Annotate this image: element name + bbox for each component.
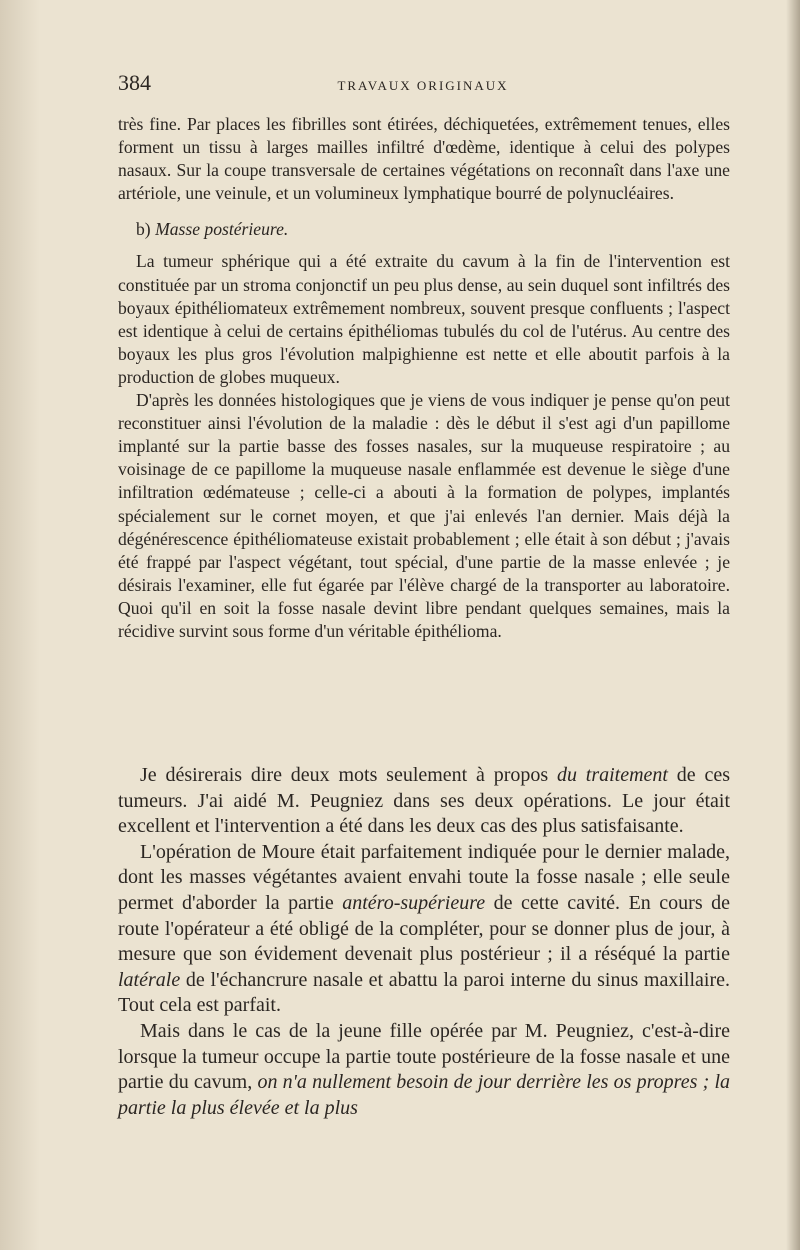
running-head: TRAVAUX ORIGINAUX bbox=[337, 78, 509, 93]
paragraph-posterior-mass: La tumeur sphérique qui a été extraite du cavum à la fin de l'intervention est constituée par un stroma conjonctif un peu plus dense, au sein duquel sont infiltrés des boyaux épithéliomateux extrêmement nombreux, souvent presque confluents ; l'aspect est identique à celui de certains épithéliomas tubulés du col de l'utérus. Au centre des boyaux les plus gros l'évolution malpighienne est nette et elle aboutit parfois à la production de globes muqueux. bbox=[118, 251, 730, 387]
text-run: L'opération de Moure était parfaitement indiquée pour le dernier malade, dont les masses végétantes avaient envahi toute la fosse nasale ; elle seule permet d'aborder la partie bbox=[118, 840, 730, 914]
text-run: de cette cavité. En cours de route l'opérateur a été obligé de la compléter, pour se donner plus de jour, à mesure que son évidement devenait plus postérieur ; il a réséqué la partie bbox=[118, 891, 731, 966]
page-header bbox=[118, 70, 728, 100]
paragraph-moure-operation bbox=[118, 840, 730, 1019]
text-run: de l'échancrure nasale et abattu la paroi interne du sinus maxillaire. Tout cela est parfait. bbox=[118, 968, 730, 1017]
paragraph-peugniez-case bbox=[118, 1019, 730, 1121]
page-number: 384 bbox=[118, 70, 151, 95]
paragraph-treatment-intro bbox=[118, 763, 730, 840]
paragraph-evolution: D'après les données histologiques que je viens de vous indiquer je pense qu'on peut reconstituer ainsi l'évolution de la maladie : dès le début il s'est agi d'un papillome implanté sur la partie basse des fosses nasales, sur la muqueuse respiratoire ; au voisinage de ce papillome la muqueuse nasale enflammée est devenue le siège d'une infiltration œdémateuse ; celle-ci a abouti à la formation de polypes, implantés spécialement sur le cornet moyen, et que j'ai enlevés l'an dernier. Mais déjà la dégénérescence épithéliomateuse existait probablement ; elle était à son début ; j'avais été frappé par l'aspect végétant, tout spécial, d'une partie de la masse enlevée ; je désirais l'examiner, elle fut égarée par l'élève chargé de la transporter au laboratoire. Quoi qu'il en soit la fosse nasale devint libre pendant quelques semaines, mais la récidive survint sous forme d'un véritable épithélioma. bbox=[118, 390, 730, 641]
emphasis-run: on n'a nullement besoin de jour derrière les os propres ; la partie la plus élevée et la plus bbox=[118, 1071, 730, 1119]
paragraph-continuation: très fine. Par places les fibrilles sont étirées, déchiquetées, extrêmement tenues, elles forment un tissu à larges mailles infiltré d'œdème, identique à celui des polypes nasaux. Sur la coupe transversale de certaines végétations on reconnaît dans l'axe une artériole, une veinule, et un volumineux lymphatique bourré de polynucléaires. bbox=[118, 114, 730, 204]
emphasis-run: du traitement bbox=[556, 764, 668, 786]
emphasis-run: latérale bbox=[118, 968, 181, 991]
text-run: Mais dans le cas de la jeune fille opérée par M. Peugniez, c'est-à-dire lorsque la tumeur occupe la partie toute postérieure de la fosse nasale et une partie du cavum, bbox=[118, 1019, 730, 1094]
text-run: de ces tumeurs. J'ai aidé M. Peugniez dans ses deux opérations. Le jour était excellent et l'intervention a été dans les deux cas des plus satisfaisante. bbox=[118, 764, 730, 838]
subsection-label: b) bbox=[136, 219, 151, 240]
subsection-heading bbox=[118, 218, 730, 241]
treatment-section bbox=[118, 763, 730, 1121]
subsection-title: Masse postérieure. bbox=[155, 219, 289, 240]
page-gutter-shadow bbox=[0, 0, 40, 1250]
page-edge-shadow bbox=[786, 0, 800, 1250]
histology-section bbox=[118, 113, 730, 643]
emphasis-run: antéro-supérieure bbox=[342, 891, 486, 914]
text-run: Je désirerais dire deux mots seulement à propos bbox=[140, 764, 557, 786]
